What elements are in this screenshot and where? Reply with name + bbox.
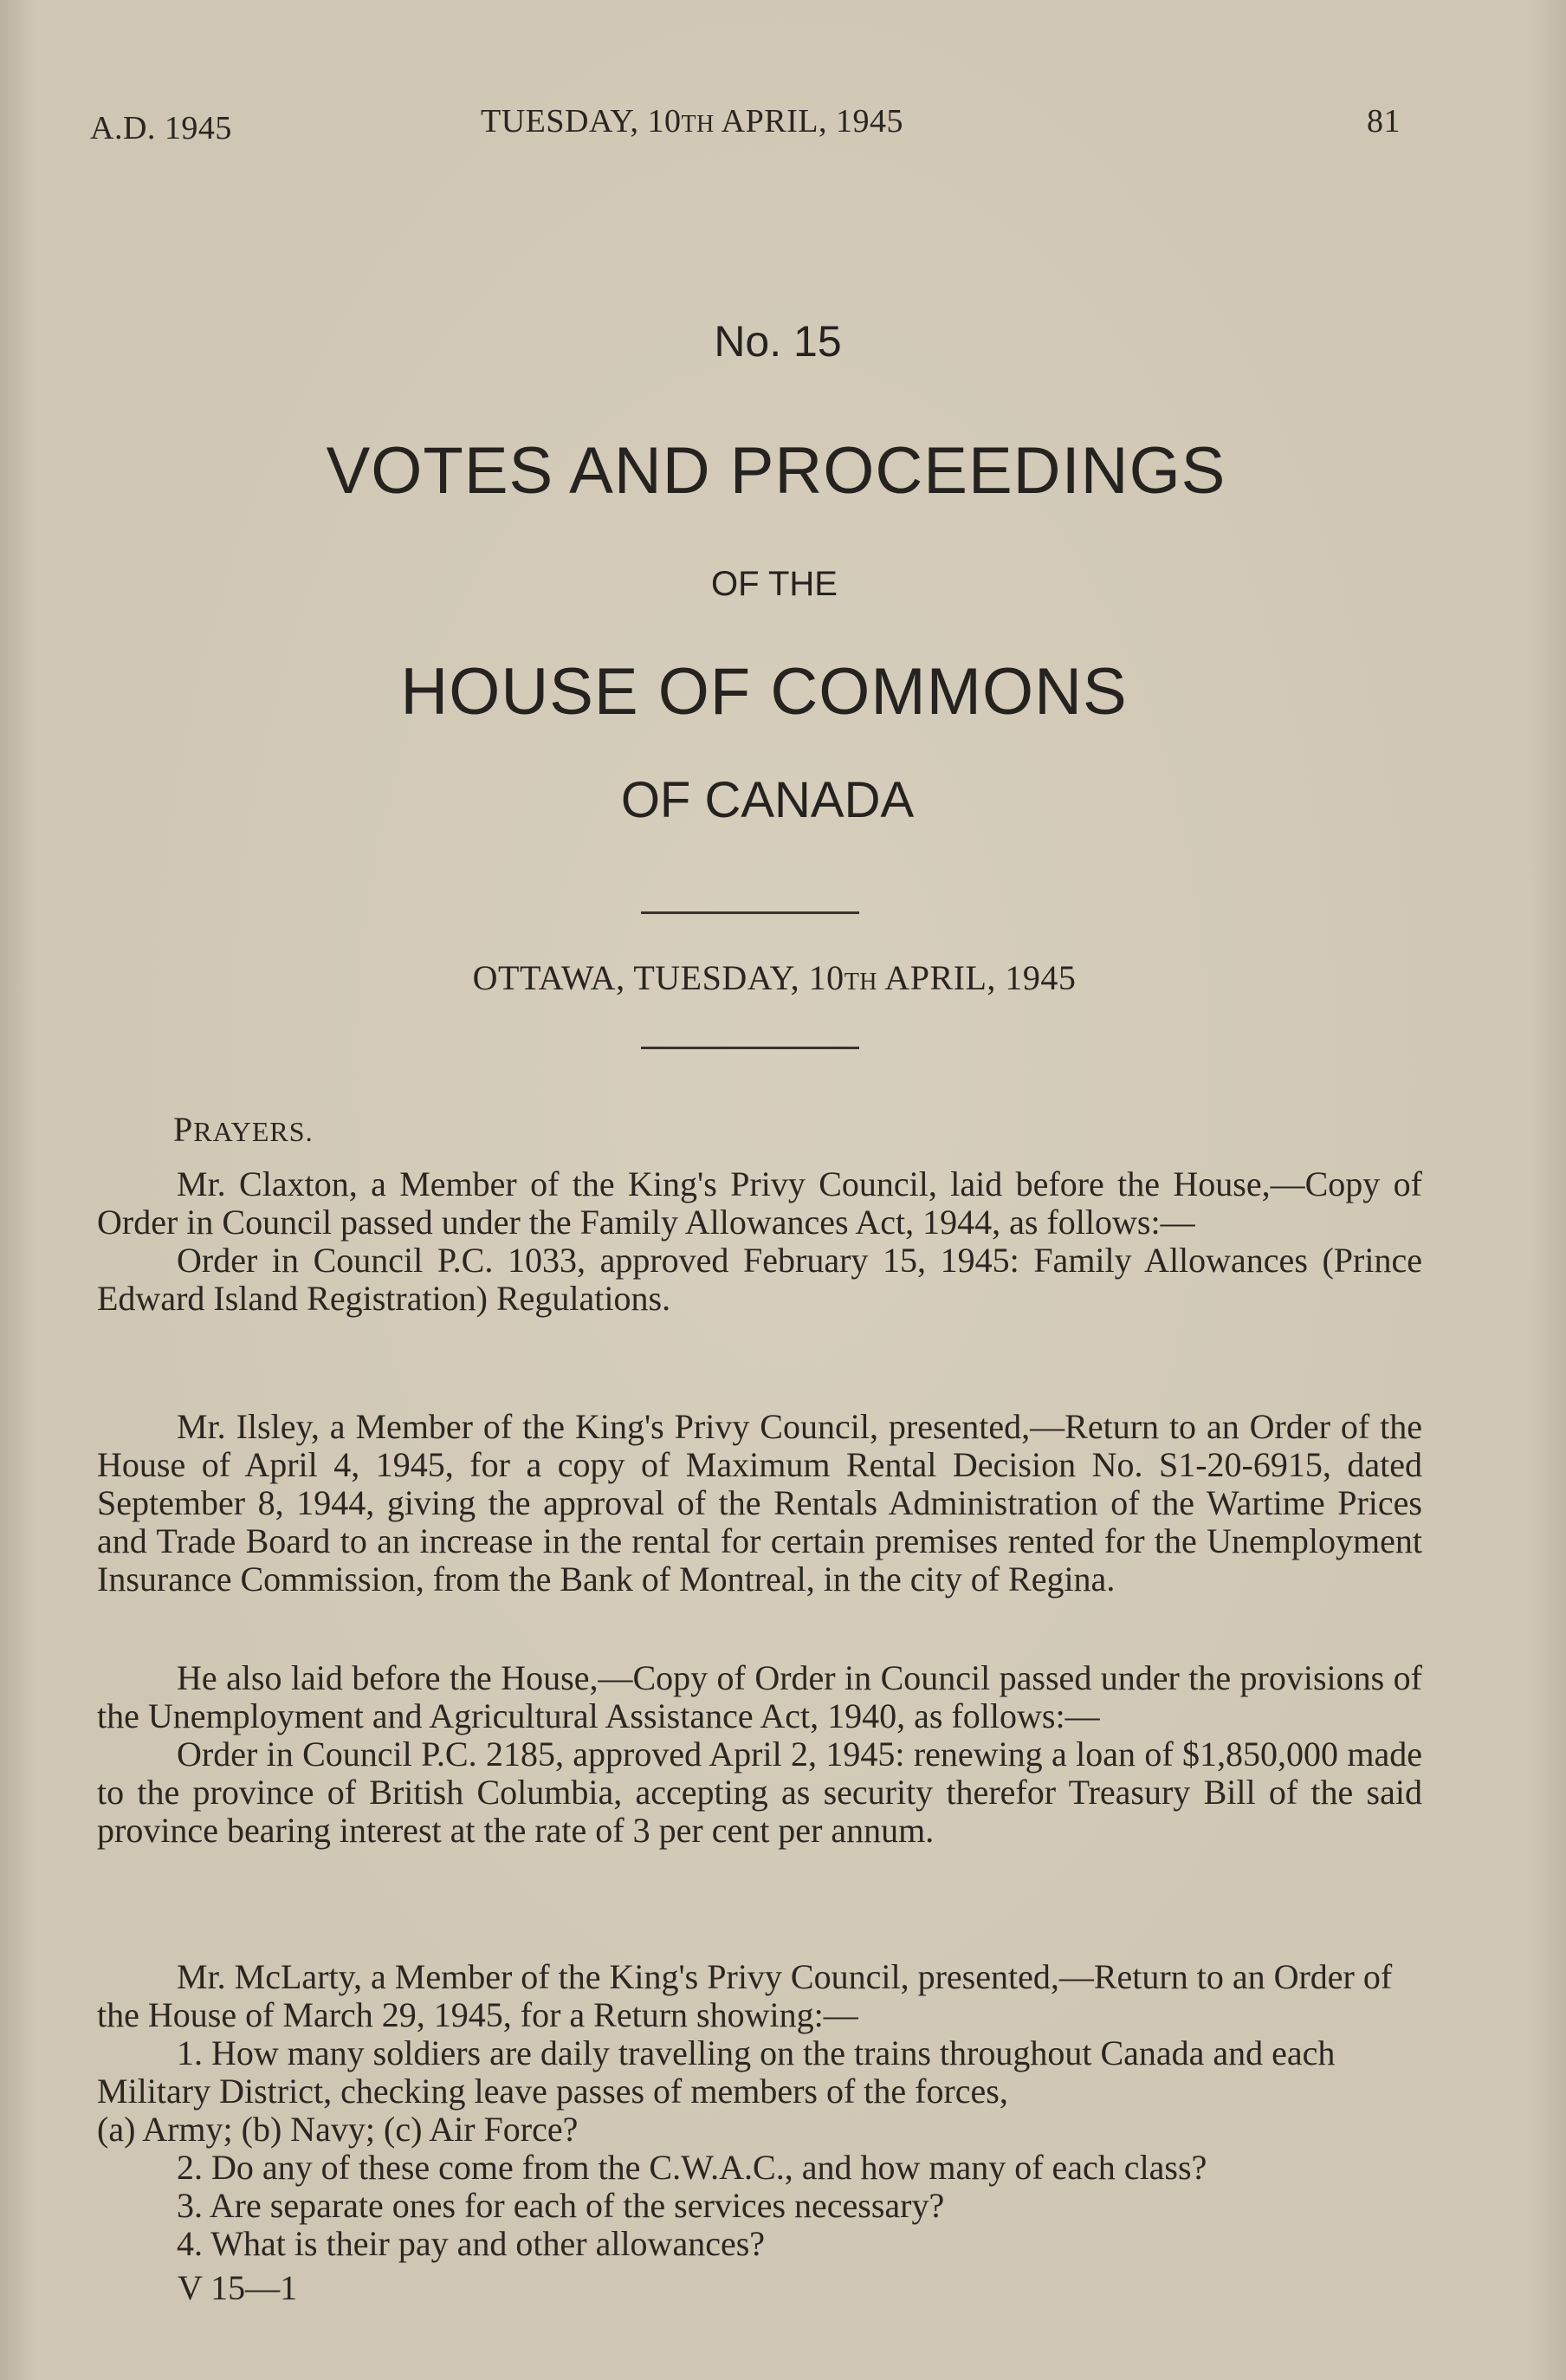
dateline-prefix: OTTAWA, TUESDAY, 10 xyxy=(472,958,844,997)
title-votes-and-proceedings: VOTES AND PROCEEDINGS xyxy=(326,434,1226,508)
claxton-order-paragraph: Order in Council P.C. 1033, approved February 15, 1945: Family Allowances (Prince Edward Island Registration) Regulations. xyxy=(97,1241,1422,1318)
ilsley-section xyxy=(97,1408,1422,1599)
dateline-suffix: APRIL, 1945 xyxy=(877,958,1077,997)
question-1: 1. How many soldiers are daily travelling on the trains throughout Canada and each Military District, checking leave passes of members of the forces, xyxy=(97,2033,1336,2111)
title-of-canada: OF CANADA xyxy=(620,772,915,828)
running-head xyxy=(0,102,1566,154)
claxton-section xyxy=(97,1165,1422,1318)
dateline xyxy=(0,957,1557,998)
title-of-the: OF THE xyxy=(711,565,838,603)
question-3: 3. Are separate ones for each of the services necessary? xyxy=(177,2186,945,2225)
question-4: 4. What is their pay and other allowances? xyxy=(177,2224,766,2263)
prayers-rest: RAYERS. xyxy=(193,1116,314,1147)
question-2: 2. Do any of these come from the C.W.A.C., and how many of each class? xyxy=(177,2148,1207,2187)
prayers-heading xyxy=(173,1111,1498,1151)
question-1-options: (a) Army; (b) Navy; (c) Air Force? xyxy=(97,2110,579,2149)
divider-bottom xyxy=(641,1047,859,1049)
claxton-intro-paragraph: Mr. Claxton, a Member of the King's Privy Council, laid before the House,—Copy of Order in Council passed under the Family Allowances Act, 1944, as follows:— xyxy=(97,1164,1422,1242)
running-head-year: A.D. 1945 xyxy=(90,110,232,146)
running-head-date-prefix: TUESDAY, 10 xyxy=(481,103,682,139)
divider-top xyxy=(641,911,859,914)
mclarty-section xyxy=(97,1958,1422,2263)
issue-number: No. 15 xyxy=(714,317,842,366)
running-head-date xyxy=(481,102,903,140)
ilsley-order-paragraph: Order in Council P.C. 2185, approved April 2, 1945: renewing a loan of $1,850,000 made to the province of British Columbia, accepting as security therefor Treasury Bill of the said province bearing interest at the rate of 3 per cent per annum. xyxy=(97,1735,1422,1850)
ilsley-also-paragraph: He also laid before the House,—Copy of Order in Council passed under the provisions of the Unemployment and Agricultural Assistance Act, 1940, as follows:— xyxy=(97,1658,1422,1735)
page-number: 81 xyxy=(1367,103,1401,139)
ilsley-return-paragraph: Mr. Ilsley, a Member of the King's Privy Council, presented,—Return to an Order of the House of April 4, 1945, for a copy of Maximum Rental Decision No. S1-20-6915, dated September 8, 1944, giving the approval of the Rentals Administration of the Wartime Prices and Trade Board to an increase in the rental for certain premises rented for the Unemployment Insurance Commission, from the Bank of Montreal, in the city of Regina. xyxy=(97,1407,1422,1599)
title-house-of-commons: HOUSE OF COMMONS xyxy=(400,655,1128,729)
mclarty-intro-paragraph: Mr. McLarty, a Member of the King's Privy Council, presented,—Return to an Order of the House of March 29, 1945, for a Return showing:— xyxy=(97,1957,1393,2034)
running-head-date-suffix: APRIL, 1945 xyxy=(714,103,903,139)
signature-mark: V 15—1 xyxy=(178,2268,298,2307)
running-head-date-ordinal: TH xyxy=(681,111,715,138)
dateline-ordinal: TH xyxy=(844,969,878,995)
ilsley-also-section xyxy=(97,1659,1422,1850)
prayers-initial: P xyxy=(173,1110,194,1149)
